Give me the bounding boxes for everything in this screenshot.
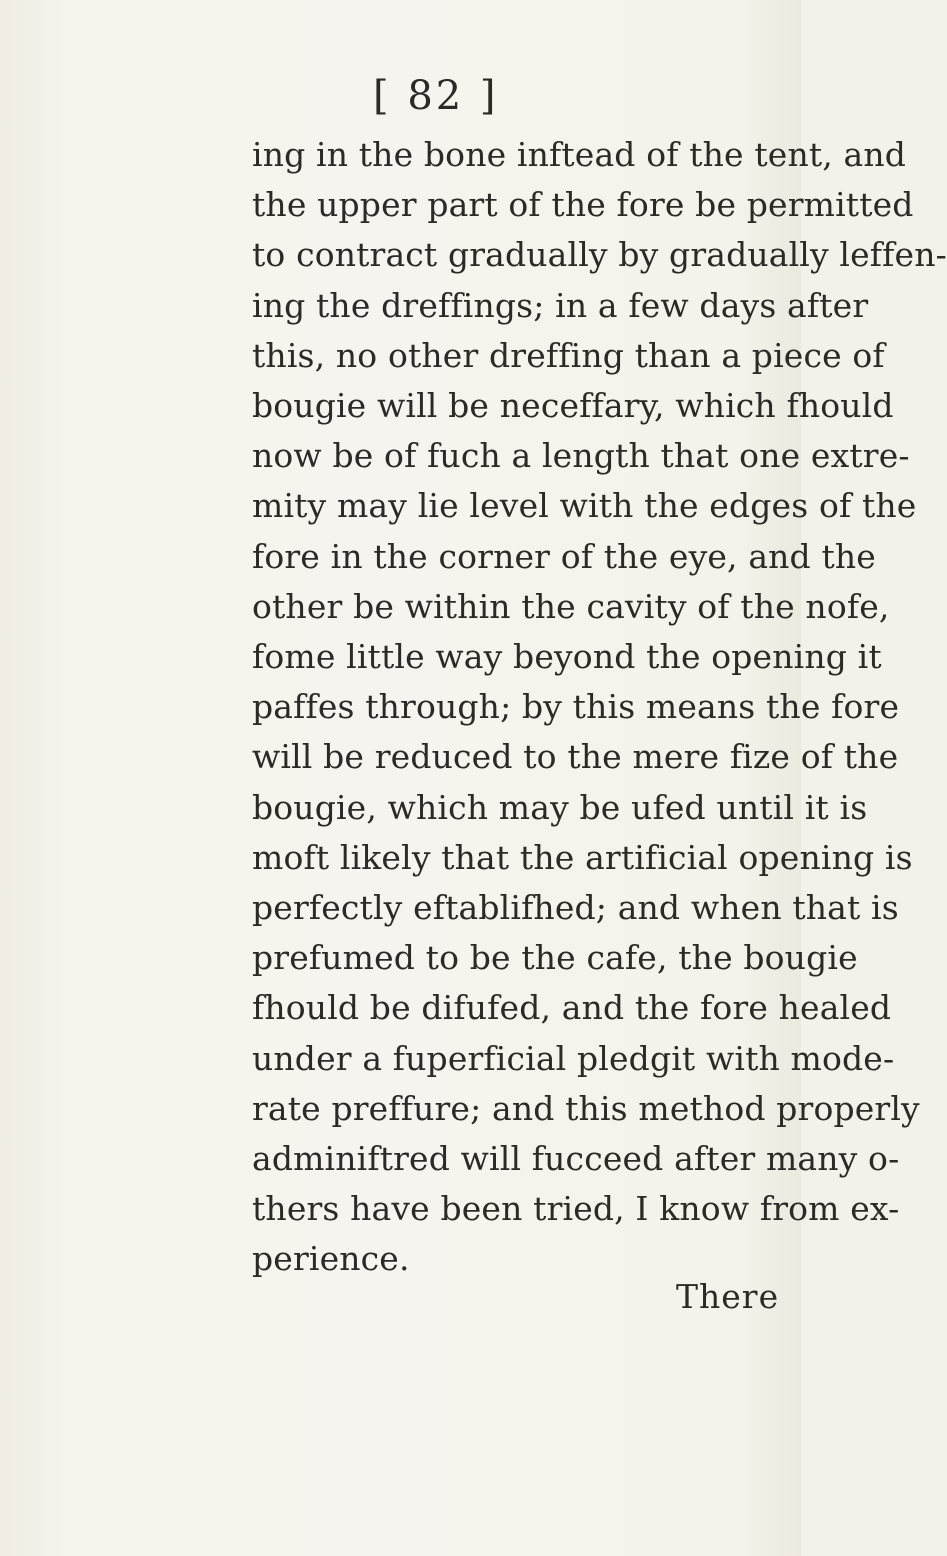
text-line: ing the dreffings; in a few days after <box>252 285 869 325</box>
text-line: moft likely that the artificial opening is <box>252 837 913 877</box>
body-text <box>252 130 947 1285</box>
text-line: rate preffure; and this method properly <box>252 1088 920 1128</box>
text-line: ing in the bone inftead of the tent, and <box>252 135 907 174</box>
text-line: adminiftred will fucceed after many o- <box>252 1139 900 1179</box>
text-line: other be within the cavity of the nofe, <box>252 586 890 626</box>
text-line: paffes through; by this means the fore <box>252 687 900 727</box>
page-number: [ 82 ] <box>373 73 499 119</box>
text-line: this, no other dreffing than a piece of <box>252 335 885 375</box>
text-line: fore in the corner of the eye, and the <box>252 536 876 576</box>
text-line: bougie, which may be ufed until it is <box>252 787 868 827</box>
text-line: perfectly eftablifhed; and when that is <box>252 888 899 928</box>
text-line-last: perience. <box>252 1239 410 1279</box>
text-line: fome little way beyond the opening it <box>252 637 882 677</box>
text-line: thers have been tried, I know from ex- <box>252 1189 900 1229</box>
text-line: now be of fuch a length that one extre- <box>252 436 910 476</box>
text-line: will be reduced to the mere fize of the <box>252 737 899 777</box>
text-line: to contract gradually by gradually leffen- <box>252 235 947 275</box>
catchword: There <box>676 1277 780 1316</box>
text-line: bougie will be neceffary, which fhould <box>252 386 894 426</box>
text-line: the upper part of the fore be permitted <box>252 185 914 225</box>
text-line: mity may lie level with the edges of the <box>252 486 917 526</box>
text-line: prefumed to be the cafe, the bougie <box>252 938 858 978</box>
text-line: fhould be difufed, and the fore healed <box>252 988 892 1028</box>
text-line: under a fuperficial pledgit with mode- <box>252 1038 895 1078</box>
